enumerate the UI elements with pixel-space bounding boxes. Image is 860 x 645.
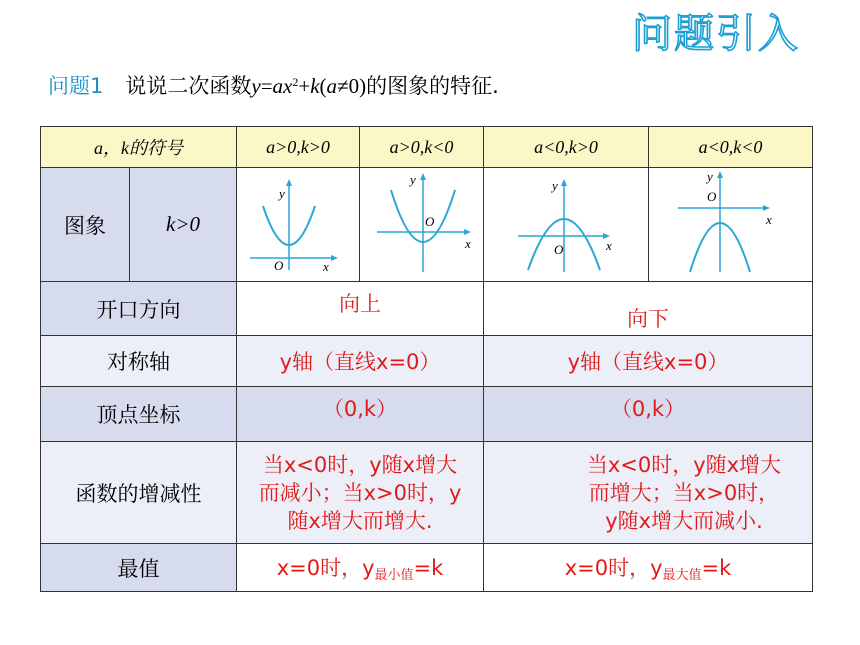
- formula: $y=ax^2+k(a\ne 0)$: [251, 74, 367, 98]
- extremum-left-suffix: =k: [413, 556, 444, 580]
- vertex-row: [41, 387, 813, 442]
- monotonic-left: [237, 442, 484, 544]
- extremum-right: [484, 544, 813, 592]
- graph4-o-label: O: [706, 189, 716, 204]
- graph4-y-label: y: [706, 169, 713, 184]
- graph1-o-label: O: [274, 258, 284, 273]
- direction-down: 向下: [484, 282, 813, 336]
- monotonic-left-line-3: 随x增大而增大.: [287, 508, 433, 533]
- axis-label: 对称轴: [41, 336, 237, 387]
- head-col-2: a>0,k<0: [360, 127, 484, 168]
- extremum-right-suffix: =k: [701, 556, 732, 580]
- monotonic-row: [41, 442, 813, 544]
- direction-label: 开口方向: [41, 282, 237, 336]
- question-line: [48, 70, 499, 100]
- extremum-label: 最值: [41, 544, 237, 592]
- monotonic-right-line-1: 当x<0时，y随x增大: [586, 452, 782, 477]
- monotonic-right: [484, 442, 813, 544]
- extremum-row: [41, 544, 813, 592]
- monotonic-left-line-1: 当x<0时，y随x增大: [262, 452, 458, 477]
- graph3-y-label: y: [552, 178, 558, 193]
- question-label: 问题1: [48, 74, 104, 98]
- graph-cell-3: [484, 168, 649, 282]
- head-col-4: a<0,k<0: [649, 127, 813, 168]
- head-sign-label: a，k的符号: [41, 127, 237, 168]
- axis-left: y轴（直线x=0）: [237, 336, 484, 387]
- graph2-o-label: O: [424, 214, 434, 229]
- question-text-suffix: 的图象的特征.: [366, 74, 499, 98]
- head-col-1: a>0,k>0: [237, 127, 360, 168]
- graph-cell-1: [237, 168, 360, 282]
- axis-row: [41, 336, 813, 387]
- vertex-label: 顶点坐标: [41, 387, 237, 442]
- graph-row-label: 图象: [41, 168, 130, 282]
- vertex-left: （0,k）: [237, 387, 484, 442]
- extremum-left-sub: 最小值: [374, 568, 414, 583]
- extremum-left: [237, 544, 484, 592]
- direction-up: 向上: [237, 282, 484, 336]
- monotonic-right-line-2: 而增大；当x>0时，: [588, 480, 780, 505]
- graph1-x-label: x: [323, 259, 329, 274]
- extremum-right-prefix: x=0时，y: [564, 556, 663, 580]
- axis-right: y轴（直线x=0）: [484, 336, 813, 387]
- graph1-y-label: y: [279, 186, 285, 201]
- direction-row: [41, 282, 813, 336]
- parabola-graph-down-negative: [650, 168, 812, 276]
- graph-cell-2: [360, 168, 484, 282]
- parabola-graph-down-positive: [484, 168, 648, 276]
- graph3-x-label: x: [606, 238, 612, 253]
- monotonic-right-line-3: y随x增大而减小.: [605, 508, 763, 533]
- graph-cell-4: [649, 168, 813, 282]
- table-head-row: [41, 127, 813, 168]
- graph-row: [41, 168, 813, 282]
- question-text-prefix: 说说二次函数: [125, 74, 252, 98]
- extremum-left-prefix: x=0时，y: [276, 556, 375, 580]
- header-title: 问题引入: [632, 11, 800, 57]
- monotonic-label: 函数的增减性: [41, 442, 237, 544]
- graph-row-condition: k>0: [130, 168, 237, 282]
- extremum-right-sub: 最大值: [662, 568, 702, 583]
- parabola-graph-up-positive: [238, 168, 358, 276]
- graph3-o-label: O: [554, 242, 564, 257]
- graph2-x-label: x: [464, 236, 471, 251]
- parabola-graph-up-negative: [361, 168, 483, 276]
- graph2-y-label: y: [409, 172, 416, 187]
- properties-table: [40, 126, 813, 592]
- vertex-right: （0,k）: [484, 387, 813, 442]
- head-col-3: a<0,k>0: [484, 127, 649, 168]
- graph4-x-label: x: [765, 212, 772, 227]
- monotonic-left-line-2: 而减小；当x>0时，y: [258, 480, 462, 505]
